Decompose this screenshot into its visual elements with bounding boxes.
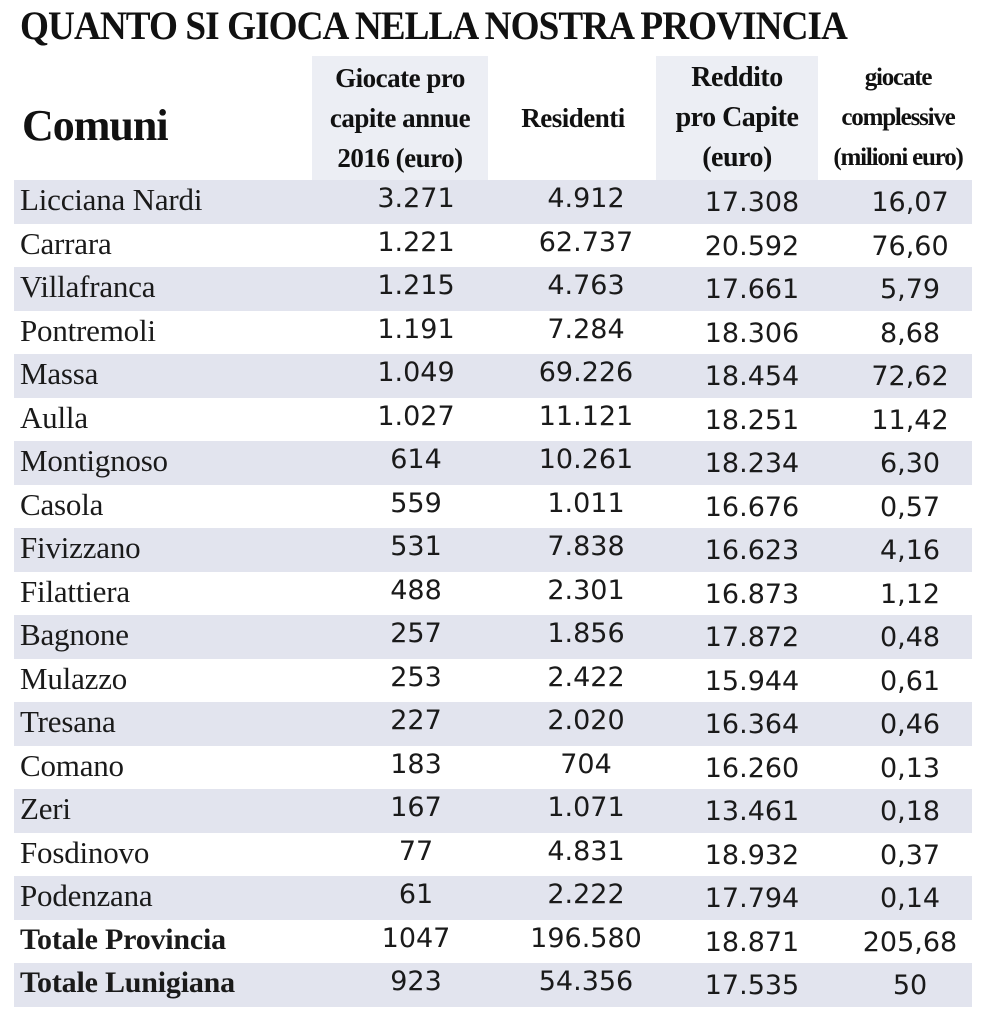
cell-reddito: 18.454 (704, 361, 800, 392)
cell-giocate: 1.049 (377, 357, 455, 388)
cell-giocate: 488 (390, 574, 442, 606)
cell-residenti: 2.422 (547, 661, 625, 693)
table-row (14, 833, 972, 877)
cell-complessive: 0,48 (879, 622, 941, 653)
cell-comune: Filattiera (20, 573, 130, 609)
cell-reddito: 17.535 (704, 970, 800, 1001)
table-row (14, 224, 972, 268)
table-row (14, 746, 972, 790)
cell-giocate: 253 (390, 661, 442, 693)
cell-giocate: 923 (390, 966, 442, 997)
table-row (14, 702, 972, 746)
header-complessive-line-2: complessive (841, 104, 955, 131)
cell-reddito: 20.592 (704, 230, 800, 262)
cell-residenti: 4.763 (547, 270, 625, 301)
cell-complessive: 0,13 (879, 752, 941, 784)
cell-residenti: 54.356 (538, 966, 634, 997)
cell-residenti: 2.222 (547, 879, 625, 910)
cell-complessive: 205,68 (862, 926, 958, 958)
table-row (14, 311, 972, 355)
table-row (14, 441, 972, 485)
cell-comune: Tresana (20, 704, 116, 739)
cell-giocate: 531 (390, 531, 442, 562)
cell-complessive: 8,68 (879, 317, 941, 349)
cell-residenti: 7.838 (547, 531, 625, 562)
cell-residenti: 2.301 (547, 574, 625, 606)
cell-complessive: 0,57 (879, 491, 941, 523)
cell-complessive: 16,07 (871, 187, 949, 218)
cell-reddito: 16.676 (704, 491, 800, 523)
cell-giocate: 183 (390, 748, 442, 780)
table-row (14, 789, 972, 833)
cell-reddito: 17.794 (704, 883, 800, 914)
cell-reddito: 18.234 (704, 448, 800, 479)
cell-giocate: 559 (390, 487, 442, 519)
table-row (14, 267, 972, 311)
total-row (14, 920, 972, 964)
cell-complessive: 0,14 (879, 883, 941, 914)
table-row (14, 615, 972, 659)
cell-residenti: 10.261 (538, 444, 634, 475)
cell-comune: Podenzana (20, 878, 153, 913)
header-complessive-line-1: giocate (864, 64, 932, 91)
header-complessive-line-3: (milioni euro) (833, 144, 963, 171)
cell-complessive: 76,60 (871, 230, 949, 262)
cell-comune: Licciana Nardi (20, 182, 203, 217)
header-reddito-line-1: Reddito (691, 62, 783, 93)
cell-comune: Totale Lunigiana (20, 966, 235, 999)
cell-complessive: 0,18 (879, 796, 941, 827)
cell-residenti: 11.121 (538, 400, 634, 432)
cell-residenti: 7.284 (547, 313, 625, 345)
cell-complessive: 1,12 (879, 578, 941, 610)
cell-comune: Fivizzano (20, 530, 141, 565)
cell-residenti: 4.912 (547, 183, 625, 214)
page-title: QUANTO SI GIOCA NELLA NOSTRA PROVINCIA (20, 3, 847, 48)
cell-reddito: 16.364 (704, 709, 800, 740)
cell-giocate: 77 (398, 835, 434, 867)
cell-comune: Zeri (20, 791, 71, 826)
cell-complessive: 4,16 (879, 535, 941, 566)
table-row (14, 572, 972, 616)
cell-giocate: 1.215 (377, 270, 455, 301)
cell-giocate: 1047 (381, 922, 451, 954)
cell-reddito: 18.306 (704, 317, 800, 349)
header-giocate-line-3: 2016 (euro) (337, 143, 463, 173)
header-giocate-pro-capite (312, 58, 488, 178)
cell-comune: Villafranca (20, 269, 156, 304)
cell-comune: Massa (20, 356, 99, 391)
header-reddito-line-3: (euro) (702, 142, 772, 173)
header-comuni: Comuni (22, 101, 168, 150)
table-row (14, 485, 972, 529)
cell-giocate: 167 (390, 792, 442, 823)
cell-giocate: 227 (390, 705, 442, 736)
cell-complessive: 6,30 (879, 448, 941, 479)
cell-giocate: 1.027 (377, 400, 455, 432)
header-complessive (818, 58, 978, 178)
table-row (14, 180, 972, 224)
cell-complessive: 0,37 (879, 839, 941, 871)
cell-residenti: 69.226 (538, 357, 634, 388)
cell-comune: Fosdinovo (20, 834, 150, 870)
table-row (14, 876, 972, 920)
cell-residenti: 1.856 (547, 618, 625, 649)
data-table (14, 180, 972, 1007)
cell-comune: Casola (20, 486, 104, 522)
cell-comune: Totale Provincia (20, 922, 226, 956)
header-giocate-line-1: Giocate pro (335, 63, 465, 93)
cell-complessive: 0,61 (879, 665, 941, 697)
cell-comune: Carrara (20, 225, 112, 261)
header-giocate-line-2: capite annue (329, 103, 471, 133)
cell-residenti: 1.071 (547, 792, 625, 823)
table-row (14, 354, 972, 398)
cell-residenti: 2.020 (547, 705, 625, 736)
cell-giocate: 614 (390, 444, 442, 475)
header-residenti (490, 98, 656, 138)
table-row (14, 398, 972, 442)
cell-reddito: 16.260 (704, 752, 800, 784)
cell-giocate: 61 (398, 879, 434, 910)
cell-complessive: 11,42 (871, 404, 949, 436)
cell-reddito: 17.661 (704, 274, 800, 305)
cell-reddito: 18.871 (704, 926, 800, 958)
cell-giocate: 3.271 (377, 183, 455, 214)
cell-reddito: 16.623 (704, 535, 800, 566)
cell-giocate: 257 (390, 618, 442, 649)
header-residenti-label: Residenti (521, 103, 625, 133)
cell-complessive: 72,62 (871, 361, 949, 392)
cell-residenti: 4.831 (547, 835, 625, 867)
cell-residenti: 62.737 (538, 226, 634, 258)
cell-reddito: 13.461 (704, 796, 800, 827)
cell-reddito: 18.251 (704, 404, 800, 436)
cell-residenti: 196.580 (530, 922, 642, 954)
cell-comune: Comano (20, 747, 124, 783)
cell-reddito: 15.944 (704, 665, 800, 697)
cell-comune: Montignoso (20, 443, 168, 478)
cell-residenti: 1.011 (547, 487, 625, 519)
cell-reddito: 16.873 (704, 578, 800, 610)
cell-giocate: 1.191 (377, 313, 455, 345)
cell-reddito: 17.872 (704, 622, 800, 653)
cell-complessive: 50 (892, 970, 928, 1001)
cell-comune: Bagnone (20, 617, 129, 652)
total-row (14, 963, 972, 1007)
cell-complessive: 0,46 (879, 709, 941, 740)
cell-complessive: 5,79 (879, 274, 941, 305)
cell-residenti: 704 (560, 748, 612, 780)
header-reddito-line-2: pro Capite (675, 102, 799, 133)
cell-reddito: 18.932 (704, 839, 800, 871)
table-row (14, 528, 972, 572)
header-reddito (656, 58, 818, 178)
cell-reddito: 17.308 (704, 187, 800, 218)
table-row (14, 659, 972, 703)
cell-giocate: 1.221 (377, 226, 455, 258)
cell-comune: Pontremoli (20, 312, 156, 348)
cell-comune: Mulazzo (20, 660, 128, 696)
cell-comune: Aulla (20, 399, 88, 435)
